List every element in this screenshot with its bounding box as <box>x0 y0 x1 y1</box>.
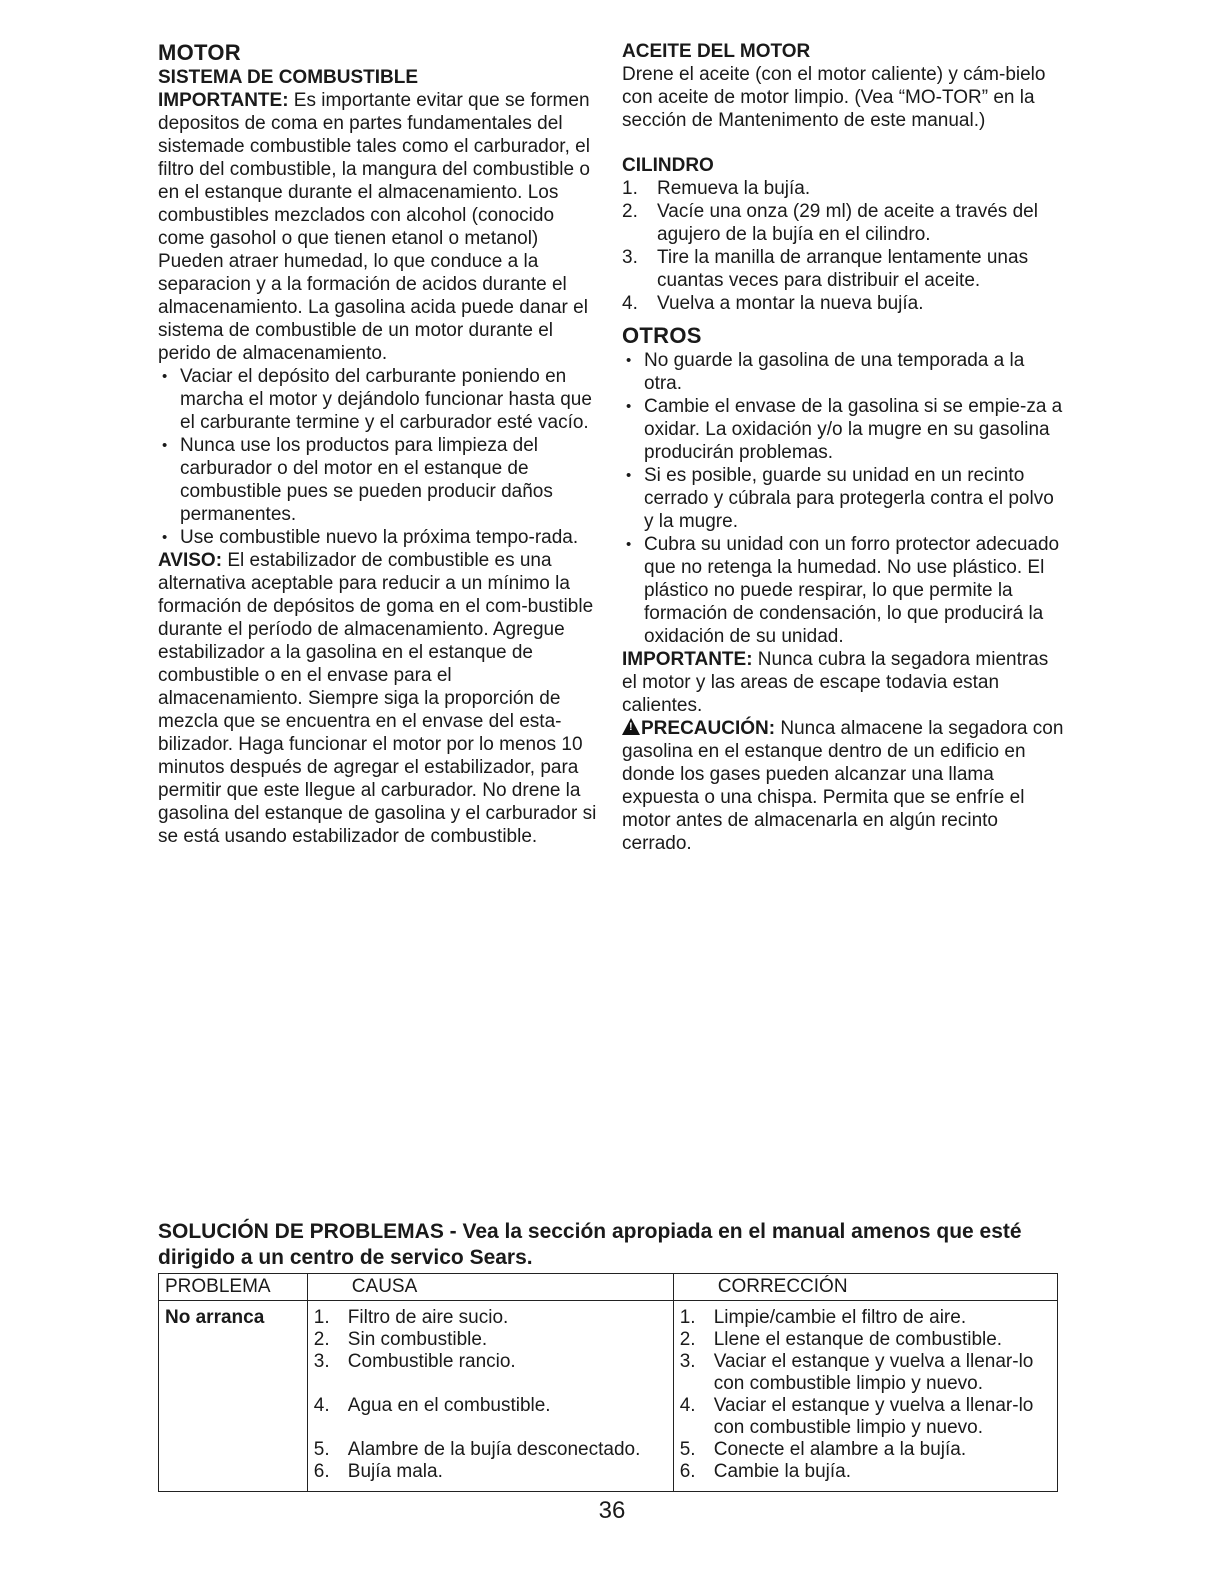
important-label: IMPORTANTE: <box>622 649 753 670</box>
list-item: • Use combustible nuevo la próxima tempo-rada. <box>158 526 598 549</box>
list-item: • No guarde la gasolina de una temporada a la otra. <box>622 349 1067 395</box>
list-item: 4. Agua en el combustible. <box>313 1395 551 1416</box>
list-item: 3. Combustible rancio. <box>313 1351 516 1372</box>
column-header: CAUSA <box>307 1274 673 1301</box>
list-item: 1. Filtro de aire sucio. <box>313 1307 509 1328</box>
list-item: 2. Llene el estanque de combustible. <box>679 1329 1003 1350</box>
list-item: 2. Vacíe una onza (29 ml) de aceite a través del agujero de la bujía en el cilindro. <box>622 201 1038 245</box>
engine-oil-heading: ACEITE DEL MOTOR <box>622 41 811 62</box>
list-item: 6. Cambie la bujía. <box>679 1461 852 1482</box>
cylinder-heading: CILINDRO <box>622 155 714 176</box>
caution-text: Nunca almacene la segadora con gasolina en el estanque dentro de un edificio en donde los gases pueden alcanzar una llama expuesta o una chispa. Permita que se enfríe el motor antes de almacenarla en algún recinto cerrado. <box>622 718 1064 854</box>
list-item: • Cubra su unidad con un forro protector adecuado que no retenga la humedad. No use plástico. El plástico no puede respirar, lo que permite la formación de condensación, lo que producirá la oxidación de su unidad. <box>622 533 1067 648</box>
list-item: 2. Sin combustible. <box>313 1329 488 1350</box>
problem-cell: No arranca <box>159 1301 308 1492</box>
list-item: 1. Limpie/cambie el filtro de aire. <box>679 1307 967 1328</box>
aviso-text: El estabilizador de combustible es una alternativa aceptable para reducir a un mínimo la formación de depósitos de goma en el com-bustible durante el período de almacenamiento. Agregue estabilizador a la gasolina en el estanque de combustible o en el envase para el almacenamiento. Siempre siga la proporción de mezcla que se encuentra en el envase del esta-bilizador. Haga funcionar el motor por lo menos 10 minutos después de agregar el estabilizador, para permitir que este llegue al carburador. No drene la gasolina del estanque de gasolina y el carburador si se está usando estabilizador de combustible. <box>158 550 597 847</box>
list-item: • Si es posible, guarde su unidad en un recinto cerrado y cúbrala para protegerla contra el polvo y la mugre. <box>622 464 1067 533</box>
troubleshooting-table <box>158 1273 1058 1492</box>
list-item: 3. Tire la manilla de arranque lentamente unas cuantas veces para distribuir el aceite. <box>622 247 1029 291</box>
important-text: Es importante evitar que se formen depositos de coma en partes fundamentales del sistemade combustible tales como el carburador, el filtro del combustible, la mangura del combustible o en el estanque durante el almacenamiento. Los combustibles mezclados con alcohol (conocido come gasohol o que tienen etanol o metanol) Pueden atraer humedad, lo que conduce a la separacion y a la formación de acidos durante el almacenamiento. La gasolina acida puede danar el sistema de combustible de un motor durante el perido de almacenamiento. <box>158 90 590 364</box>
list-item: 1. Remueva la bujía. <box>622 178 811 199</box>
caution-label: PRECAUCIÓN: <box>641 718 776 739</box>
important-text: Nunca cubra la segadora mientras el motor y las areas de escape todavia estan calientes. <box>622 649 1049 716</box>
caution-paragraph <box>622 717 1067 855</box>
column-header: CORRECCIÓN <box>673 1274 1057 1301</box>
left-column <box>158 40 598 848</box>
cylinder-steps <box>622 177 1067 315</box>
table-row <box>159 1301 1058 1492</box>
cause-cell <box>307 1301 673 1492</box>
troubleshooting-title: SOLUCIÓN DE PROBLEMAS - Vea la sección apropiada en el manual amenos que esté dirigido a un centro de servico Sears. <box>158 1220 1022 1269</box>
aviso-label: AVISO: <box>158 550 223 571</box>
list-item: • Vaciar el depósito del carburante poniendo en marcha el motor y dejándolo funcionar hasta que el carburante termine y el carburador esté vacío. <box>158 365 598 434</box>
warning-icon <box>622 718 640 735</box>
fuel-system-heading: SISTEMA DE COMBUSTIBLE <box>158 67 419 88</box>
important-paragraph <box>158 89 598 365</box>
page-number: 36 <box>598 1497 626 1524</box>
important-paragraph-right <box>622 648 1067 717</box>
list-item: • Cambie el envase de la gasolina si se empie-za a oxidar. La oxidación y/o la mugre en su gasolina producirán problemas. <box>622 395 1067 464</box>
troubleshooting-section <box>158 1219 1058 1492</box>
list-item: 3. Vaciar el estanque y vuelva a llenar-lo con combustible limpio y nuevo. <box>679 1351 1034 1394</box>
important-label: IMPORTANTE: <box>158 90 289 111</box>
motor-heading: MOTOR <box>158 40 241 65</box>
engine-oil-text: Drene el aceite (con el motor caliente) y cám-bielo con aceite de motor limpio. (Vea “MO-TOR” en la sección de Mantenimento de este manual.) <box>622 64 1046 131</box>
otros-heading: OTROS <box>622 323 702 348</box>
list-item: • Nunca use los productos para limpieza del carburador o del motor en el estanque de combustible pues se pueden producir daños permanentes. <box>158 434 598 526</box>
table-header-row <box>159 1274 1058 1301</box>
list-item: 6. Bujía mala. <box>313 1461 443 1482</box>
column-header: PROBLEMA <box>159 1274 308 1301</box>
right-column <box>622 40 1067 855</box>
list-item: 5. Alambre de la bujía desconectado. <box>313 1439 641 1460</box>
correction-cell <box>673 1301 1057 1492</box>
fuel-bullet-list <box>158 365 598 549</box>
otros-bullet-list <box>622 349 1067 648</box>
list-item: 4. Vaciar el estanque y vuelva a llenar-lo con combustible limpio y nuevo. <box>679 1395 1034 1438</box>
aviso-paragraph <box>158 549 598 848</box>
list-item: 5. Conecte el alambre a la bujía. <box>679 1439 967 1460</box>
list-item: 4. Vuelva a montar la nueva bujía. <box>622 293 924 314</box>
